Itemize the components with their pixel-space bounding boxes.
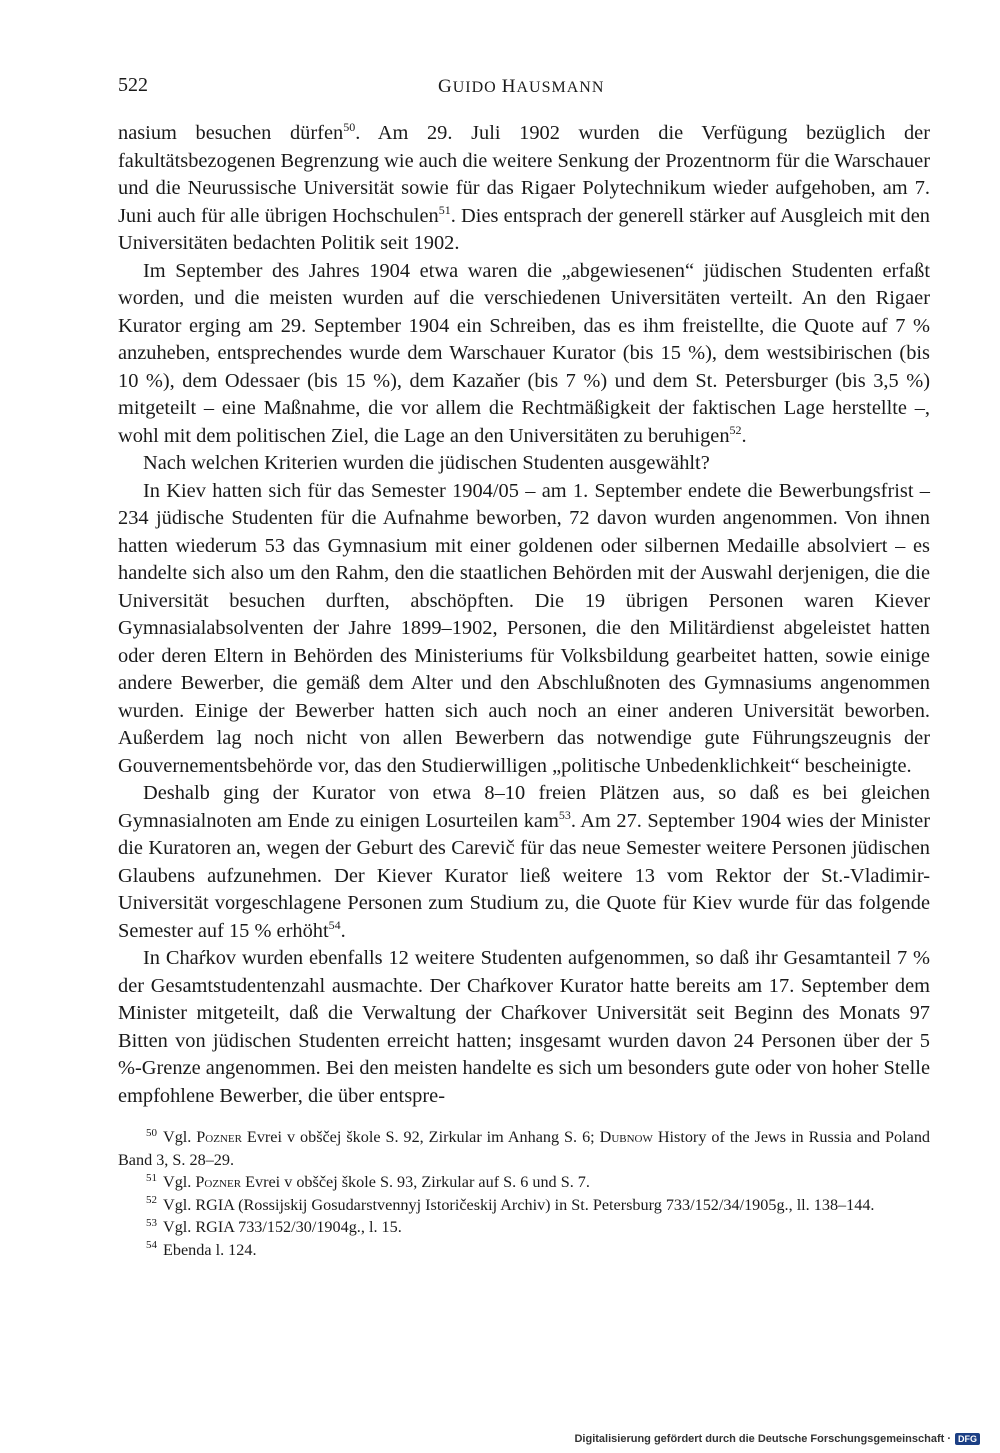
paragraph-1 [118, 120, 930, 258]
footnote-number: 52 [146, 1194, 157, 1207]
text-span: Vgl. RGIA 733/152/30/1904g., l. 15. [163, 1218, 402, 1236]
credit-text: Digitalisierung gefördert durch die Deutsche Forschungsgemeinschaft · [574, 1433, 951, 1445]
footnote-ref-51[interactable]: 51 [438, 202, 451, 217]
running-head-initial-1: G [438, 76, 453, 97]
running-head-rest-2: AUSMANN [516, 79, 605, 96]
main-text [118, 120, 930, 1110]
text-span: History of the Jews in Russia and Poland Band 3, S. 28–29. [118, 1128, 931, 1169]
author-name: Dubnow [599, 1128, 653, 1146]
text-span: Vgl. RGIA (Rossijskij Gosudarstvennyj Istoričeskij Archiv) in St. Petersburg 733/152/34/1905g., ll. 138–144. [163, 1195, 875, 1214]
text-span: . [741, 424, 747, 447]
footnote-ref-52[interactable]: 52 [729, 422, 742, 437]
text-span: Im September des Jahres 1904 etwa waren die „abgewiesenen“ jüdischen Studenten erfaßt worden, und die meisten wurden auf die verschiedenen Universitäten verteilt. An den Rigaer Kurator erging am 29. September 1904 ein Schreiben, das es ihm freistellte, die Quote auf 7 % anzuheben, entsprechendes wurde dem Warschauer Kurator (bis 15 %), dem westsibirischen (bis 10 %), dem Odessaer (bis 15 %), dem Kazaňer (bis 7 %) und dem St. Petersburger (bis 3,5 %) mitgeteilt – eine Maßnahme, die vor allem die Rechtmäßigkeit der faktischen Lage herstellte –, wohl mit dem politischen Ziel, die Lage an den Universitäten zu beruhigen [118, 259, 930, 447]
footnote-54 [118, 1239, 930, 1262]
paragraph-3: Nach welchen Kriterien wurden die jüdischen Studenten ausgewählt? [143, 452, 710, 474]
footnote-number: 53 [146, 1216, 157, 1229]
paragraph-5 [118, 780, 930, 945]
footnote-50 [118, 1126, 930, 1171]
running-head [438, 76, 604, 98]
footnote-53 [118, 1216, 930, 1239]
author-name: Pozner [196, 1128, 242, 1146]
footnote-number: 51 [146, 1171, 157, 1184]
text-span: Evrei v obščej škole S. 93, Zirkular auf S. 6 und S. 7. [241, 1173, 590, 1191]
text-span: . Dies entsprach der generell stärker auf Ausgleich mit den Universitäten bedachten Politik seit 1902. [118, 204, 930, 254]
running-head-rest-1: UIDO [452, 79, 502, 96]
text-span: nasium besuchen dürfen [118, 122, 344, 144]
paragraph-2 [118, 258, 930, 451]
text-span: . [340, 919, 346, 942]
paragraph-6: In Chaŕkov wurden ebenfalls 12 weitere Studenten aufgenommen, so daß ihr Gesamtanteil 7 % der Gesamtstudentenzahl ausmachte. Der Chaŕkover Kurator hatte bereits am 17. September dem Minister mitgeteilt, daß die Verwaltung der Chaŕkover Universität seit Beginn des Monats 97 Bitten von jüdischen Studenten erreicht hatten; insgesamt wurden davon 24 Personen über der 5 %-Grenze angenommen. Bei den meisten handelte es sich um besonders gute oder von hoher Stelle empfohlene Bewerber, die über entspre- [118, 947, 930, 1107]
author-name: Pozner [195, 1173, 242, 1191]
page-header [118, 74, 930, 98]
footnote-ref-50[interactable]: 50 [343, 120, 356, 135]
text-span: Ebenda l. 124. [163, 1240, 257, 1259]
footnote-52 [118, 1194, 930, 1217]
footnote-number: 50 [146, 1126, 157, 1139]
footnote-number: 54 [146, 1239, 157, 1252]
footnote-ref-53[interactable]: 53 [558, 807, 571, 822]
dfg-logo: DFG [955, 1433, 980, 1445]
footnotes [118, 1126, 930, 1261]
text-span: . Am 27. September 1904 wies der Minister die Kuratoren an, wegen der Geburt des Carevič für das neue Semester weitere Personen jüdischen Glaubens aufzunehmen. Der Kiever Kurator ließ weitere 13 vom Rektor der St.-Vladimir-Universität vorgeschlagene Personen zum Studium zu, die Quote für Kiev wurde für das folgende Semester auf 15 % erhöht [118, 809, 930, 942]
paragraph-4: In Kiev hatten sich für das Semester 1904/05 – am 1. September endete die Bewerbungsfrist – 234 jüdische Studenten für die Aufnahme beworben, 72 davon wurden angenommen. Von ihnen hatten wiederum 53 das Gymnasium mit einer goldenen oder silbernen Medaille absolviert – es handelte sich also um den Rahm, den die staatlichen Behörden mit der Auswahl derjenigen, die die Universität besuchen durften, abschöpften. Die 19 übrigen Personen waren Kiever Gymnasialabsolventen der Jahre 1899–1902, Personen, die den Militärdienst abgeleistet hatten oder deren Eltern in Behörden des Ministeriums für Volksbildung gearbeitet hatten, sowie einige andere Bewerber, die gemäß dem Alter und den Abschlußnoten des Gymnasiums angenommen wurden. Einige der Bewerber hatten sich auch noch an einer anderen Universität beworben. Außerdem lag noch nicht von allen Bewerbern das notwendige gute Führungszeugnis der Gouvernementsbehörde vor, das den Studierwilligen „politische Unbedenklichkeit“ bescheinigte. [118, 479, 930, 777]
text-span: Deshalb ging der Kurator von etwa 8–10 freien Plätzen aus, so daß es bei gleichen Gymnasialnoten am Ende zu einigen Losurteilen kam [118, 782, 930, 832]
digitization-credit [574, 1433, 980, 1445]
footnote-51 [118, 1171, 930, 1194]
text-span: Vgl. [163, 1173, 196, 1191]
text-span: . Am 29. Juli 1902 wurden die Verfügung bezüglich der fakultätsbezogenen Begrenzung wie auch die weitere Senkung der Prozentnorm für die Warschauer und die Neurussische Universität sowie für das Rigaer Polytechnikum wieder aufgehoben, am 7. Juni auch für alle übrigen Hochschulen [118, 122, 930, 227]
running-head-initial-2: H [501, 76, 517, 97]
text-span: Evrei v obščej škole S. 92, Zirkular im Anhang S. 6; [241, 1128, 600, 1146]
footnote-ref-54[interactable]: 54 [328, 917, 341, 932]
text-span: Vgl. [163, 1128, 197, 1146]
page-number: 522 [118, 74, 148, 96]
